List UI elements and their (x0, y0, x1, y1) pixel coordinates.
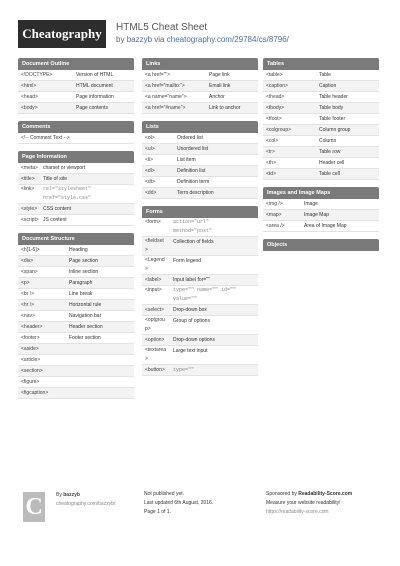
footer-author (56, 492, 115, 507)
footer-by: By (56, 492, 62, 498)
table-row (18, 322, 134, 333)
table-row (18, 81, 134, 92)
tag-cell: <head> (21, 94, 38, 100)
desc-cell: Horizontal rule (69, 302, 102, 308)
desc-cell: Definition list (177, 168, 206, 174)
desc-cell: Email link (209, 83, 231, 89)
footer-author-url[interactable]: cheatography.com/bazzyb/ (56, 501, 116, 507)
table-row (263, 136, 379, 147)
table-row (142, 81, 258, 92)
desc-cell: Page information (76, 94, 114, 100)
table-row (263, 147, 379, 158)
table-row (18, 333, 134, 344)
table-row (18, 388, 134, 399)
table-row (142, 70, 258, 81)
table-row (142, 365, 258, 376)
tag-cell: <footer> (21, 335, 40, 341)
tag-cell: <Legend > (145, 257, 165, 272)
page-header (0, 0, 400, 50)
desc-cell: Anchor (209, 94, 225, 100)
table-row (263, 70, 379, 81)
tag-cell: <figure> (21, 379, 40, 385)
table-row (18, 377, 134, 388)
desc-cell: Page contents (76, 105, 108, 111)
desc-cell: Inline section (69, 269, 99, 275)
desc-cell: value="" (173, 296, 198, 302)
tag-cell: <h[1-6]> (21, 247, 40, 253)
desc-cell: HTML document (76, 83, 113, 89)
table-row (18, 185, 134, 204)
section-links (142, 58, 258, 114)
desc-cell: action="url" (173, 219, 210, 225)
table-row (18, 133, 134, 144)
table-row (263, 92, 379, 103)
author-link[interactable]: bazzyb (126, 35, 153, 44)
tag-cell: <title> (21, 176, 35, 182)
cheatography-logo[interactable]: Cheatography (18, 20, 106, 48)
table-row (18, 300, 134, 311)
page-footer (18, 478, 382, 536)
tag-cell: <label> (145, 277, 162, 283)
section-lists (142, 121, 258, 199)
section-forms (142, 206, 258, 376)
tag-cell: <script> (21, 217, 39, 223)
sheet-url-link[interactable]: cheatography.com/29784/cs/8796/ (166, 35, 289, 44)
tag-cell: <dd> (145, 190, 157, 196)
desc-cell: Table footer (319, 116, 346, 122)
table-row (18, 245, 134, 256)
desc-cell: Column (319, 138, 337, 144)
tag-cell: <ul> (145, 146, 155, 152)
tag-cell: <header> (21, 324, 43, 330)
table-row (142, 188, 258, 199)
desc-cell: Link to anchor (209, 105, 241, 111)
tag-cell: <col> (266, 138, 279, 144)
desc-cell: Page link (209, 72, 230, 78)
section-title: Forms (142, 206, 258, 218)
table-row (18, 344, 134, 355)
column-2 (142, 58, 258, 383)
table-row (18, 70, 134, 81)
desc-cell: method="post" (173, 228, 213, 234)
desc-cell: Table row (319, 149, 341, 155)
desc-cell: Image Map (304, 212, 330, 218)
table-row (142, 237, 258, 256)
tag-cell: <a href="#name"> (145, 105, 186, 111)
desc-cell: Navigation bar (69, 313, 102, 319)
footer-publish-info (144, 490, 213, 517)
tag-cell: <a href=""> (145, 72, 171, 78)
tag-cell: <button> (145, 367, 165, 373)
desc-cell: Term description (177, 190, 214, 196)
table-row (142, 305, 258, 316)
desc-cell: Ordered list (177, 135, 203, 141)
column-3 (263, 58, 379, 258)
tag-cell: <tr> (266, 149, 275, 155)
tag-cell: <optgrou p> (145, 317, 165, 332)
footer-sponsor (266, 490, 352, 517)
desc-cell: type="" name="" id="" (173, 287, 237, 293)
author-avatar: C (23, 492, 45, 522)
tag-cell: <select> (145, 307, 164, 313)
tag-cell: <!DOCTYPE> (21, 72, 53, 78)
section-title: Document Outline (18, 58, 134, 70)
tag-cell: <ol> (145, 135, 155, 141)
tag-cell: <map> (266, 212, 282, 218)
desc-cell: charset or viewport (43, 165, 86, 171)
desc-cell: Table body (319, 105, 344, 111)
table-row (263, 158, 379, 169)
tag-cell: <dl> (145, 168, 155, 174)
section-title: Lists (142, 121, 258, 133)
tag-cell: <div> (21, 258, 34, 264)
desc-cell: Footer section (69, 335, 101, 341)
table-row (142, 335, 258, 346)
section-objects (263, 239, 379, 251)
tag-cell: <a href="mailto:"> (145, 83, 185, 89)
desc-cell: Input label for="" (173, 277, 210, 283)
desc-cell: JS content (43, 217, 67, 223)
tag-cell: <body> (21, 105, 38, 111)
sponsor-name[interactable]: Readability-Score.com (298, 491, 353, 497)
section-comments (18, 121, 134, 144)
desc-cell: Heading (69, 247, 88, 253)
tag-cell: <caption> (266, 83, 288, 89)
desc-cell: Definition term (177, 179, 210, 185)
table-row (18, 311, 134, 322)
desc-cell: Table (319, 72, 331, 78)
desc-cell: Header section (69, 324, 103, 330)
desc-cell: Header cell (319, 160, 345, 166)
desc-cell: Area of Image Map (304, 223, 347, 229)
table-row (263, 199, 379, 210)
tag-cell: <img /> (266, 201, 283, 207)
tag-cell: <!-- Comment Text --> (21, 135, 70, 141)
table-row (142, 166, 258, 177)
tag-cell: <option> (145, 337, 165, 343)
section-title: Tables (263, 58, 379, 70)
desc-cell: Drop-down options (173, 337, 215, 343)
tag-cell: <style> (21, 206, 38, 212)
table-row (18, 278, 134, 289)
desc-cell: Large text input (173, 348, 208, 354)
table-row (18, 366, 134, 377)
tag-cell: <br /> (21, 291, 35, 297)
table-row (142, 155, 258, 166)
byline-via: via (154, 35, 165, 44)
desc-cell: Paragraph (69, 280, 93, 286)
page-title: HTML5 Cheat Sheet (116, 22, 208, 33)
section-title: Comments (18, 121, 134, 133)
tag-cell: <input> (145, 287, 162, 293)
desc-cell: Caption (319, 83, 337, 89)
tag-cell: <fieldset > (145, 238, 164, 253)
table-row (263, 103, 379, 114)
tag-cell: <tbody> (266, 105, 285, 111)
tag-cell: <thead> (266, 94, 285, 100)
table-row (18, 256, 134, 267)
table-row (18, 215, 134, 226)
section-title: Links (142, 58, 258, 70)
desc-cell: Collection of fields (173, 239, 214, 245)
tag-cell: <th> (266, 160, 277, 166)
tag-cell: <link> (21, 186, 35, 192)
table-row (142, 218, 258, 237)
section-document-outline (18, 58, 134, 114)
tag-cell: <aside> (21, 346, 39, 352)
table-row (18, 163, 134, 174)
tag-cell: <td> (266, 171, 277, 177)
desc-cell: Table cell (319, 171, 340, 177)
table-row (263, 221, 379, 232)
tag-cell: <hr /> (21, 302, 35, 308)
published-status: Not published yet. (144, 491, 185, 497)
table-row (142, 103, 258, 114)
tag-cell: <dt> (145, 179, 156, 185)
table-row (263, 210, 379, 221)
tag-cell: <a name="name"> (145, 94, 187, 100)
desc-cell: List item (177, 157, 196, 163)
tag-cell: <textarea > (145, 347, 166, 362)
table-row (18, 355, 134, 366)
table-row (142, 316, 258, 335)
desc-cell: href="style.css" (43, 195, 92, 201)
section-tables (263, 58, 379, 180)
sponsor-url[interactable]: https://readability-score.com (266, 509, 329, 515)
tag-cell: <article> (21, 357, 41, 363)
section-page-information (18, 151, 134, 226)
section-images (263, 187, 379, 232)
tag-cell: <meta> (21, 165, 38, 171)
last-updated: Last updated 6th August, 2016. (144, 500, 214, 506)
section-title: Document Structure (18, 233, 134, 245)
desc-cell: Drop-down box (173, 307, 207, 313)
table-row (142, 177, 258, 188)
tag-cell: <table> (266, 72, 283, 78)
page-count: Page 1 of 1. (144, 509, 171, 515)
tag-cell: <colgroup> (266, 127, 292, 133)
desc-cell: Unordered list (177, 146, 209, 152)
tag-cell: <nav> (21, 313, 35, 319)
desc-cell: Title of site (43, 176, 67, 182)
tag-cell: <html> (21, 83, 37, 89)
desc-cell: Image (304, 201, 318, 207)
tag-cell: <span> (21, 269, 38, 275)
desc-cell: Table header (319, 94, 348, 100)
table-row (142, 256, 258, 275)
desc-cell: type="" (173, 367, 195, 373)
sponsor-line: Measure your website readability! (266, 500, 341, 506)
tag-cell: <figcaption> (21, 390, 49, 396)
desc-cell: rel="stylesheet" (43, 186, 92, 192)
table-row (263, 169, 379, 180)
tag-cell: <section> (21, 368, 43, 374)
desc-cell: Version of HTML (76, 72, 114, 78)
tag-cell: <area /> (266, 223, 285, 229)
section-title: Page Information (18, 151, 134, 163)
table-row (18, 289, 134, 300)
desc-cell: Column group (319, 127, 351, 133)
table-row (142, 133, 258, 144)
tag-cell: <li> (145, 157, 154, 163)
byline (116, 35, 289, 44)
table-row (18, 174, 134, 185)
table-row (142, 286, 258, 305)
footer-author-name[interactable]: bazzyb (63, 492, 80, 498)
table-row (263, 81, 379, 92)
table-row (18, 204, 134, 215)
table-row (263, 125, 379, 136)
byline-by: by (116, 35, 125, 44)
table-row (142, 346, 258, 365)
tag-cell: <p> (21, 280, 30, 286)
table-row (18, 103, 134, 114)
table-row (142, 144, 258, 155)
desc-cell: Form legend (173, 258, 202, 264)
tag-cell: <tfoot> (266, 116, 282, 122)
desc-cell: Group of options (173, 318, 210, 324)
table-row (18, 92, 134, 103)
table-row (142, 275, 258, 286)
table-row (142, 92, 258, 103)
table-row (263, 114, 379, 125)
column-1 (18, 58, 134, 406)
tag-cell: <form> (145, 219, 161, 225)
section-title: Images and Image Maps (263, 187, 379, 199)
section-title: Objects (263, 239, 379, 251)
sponsor-prefix: Sponsored by (266, 491, 297, 497)
desc-cell: Line break (69, 291, 93, 297)
table-row (18, 267, 134, 278)
desc-cell: CSS content (43, 206, 72, 212)
section-document-structure (18, 233, 134, 399)
desc-cell: Page section (69, 258, 98, 264)
